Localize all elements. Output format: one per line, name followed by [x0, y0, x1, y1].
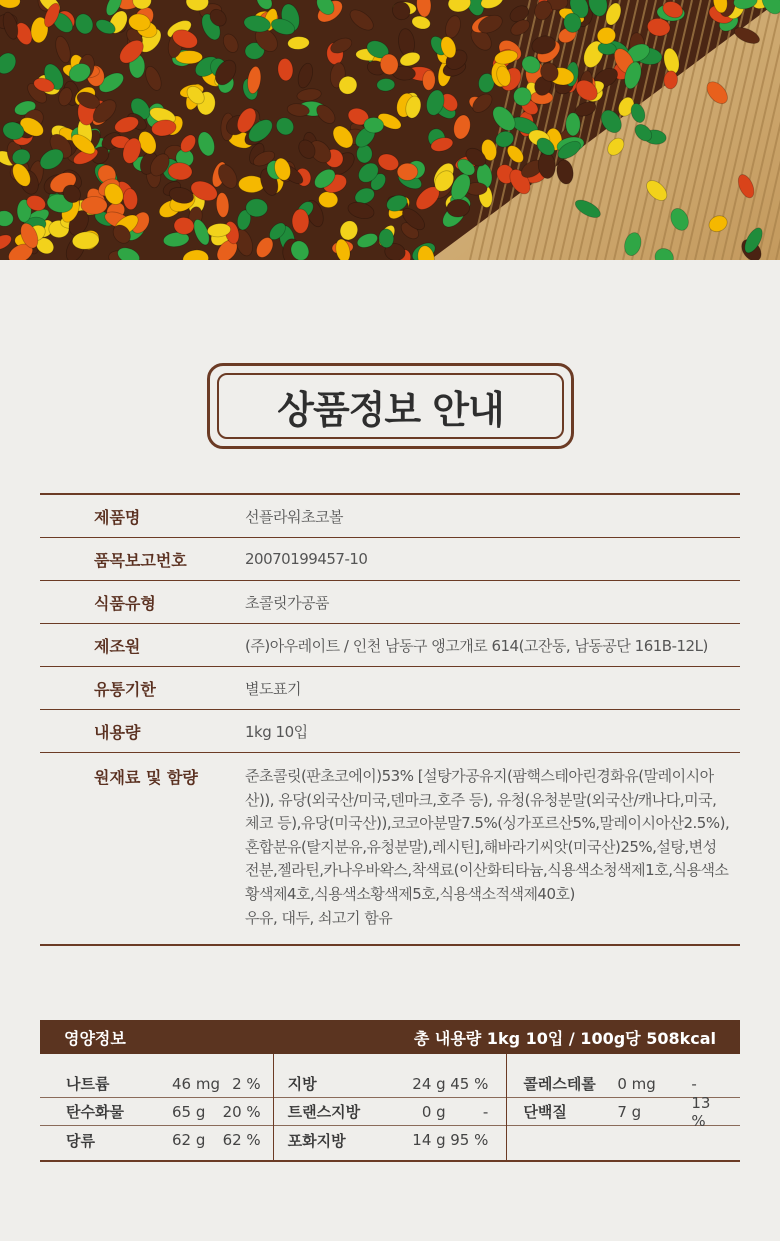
- nutrient-percent: 13 %: [691, 1093, 711, 1130]
- nutrient-name: 트랜스지방: [287, 1103, 361, 1121]
- candy-seed: [513, 87, 531, 106]
- nutrient-percent: 62 %: [222, 1131, 261, 1149]
- info-row-ingredients: [40, 753, 740, 944]
- nutrient-amount: 62 g: [172, 1131, 206, 1149]
- nutrition-row-trans-fat: [274, 1098, 507, 1126]
- info-label: 식품유형: [94, 593, 156, 613]
- nutrient-percent: 45 %: [450, 1074, 489, 1093]
- info-row-net-content: [40, 710, 740, 753]
- nutrient-amount: 0 mg: [617, 1074, 656, 1093]
- info-value: 1kg 10입: [245, 722, 308, 741]
- nutrient-name: 탄수화물: [66, 1103, 124, 1121]
- nutrient-amount: 0 g: [421, 1102, 446, 1121]
- info-label: 유통기한: [94, 679, 156, 699]
- nutrient-name: 포화지방: [287, 1131, 346, 1150]
- nutrition-table: [40, 1054, 740, 1162]
- product-info-table: [40, 493, 740, 946]
- candy-seed: [422, 70, 435, 90]
- nutrition-row-fat: [274, 1070, 507, 1098]
- nutrition-row-protein: [507, 1093, 740, 1130]
- info-value: (주)아우레이트 / 인천 남동구 앵고개로 614(고잔동, 남동공단 161B-12L): [245, 636, 708, 655]
- candy-seed: [397, 163, 418, 180]
- title-badge: [207, 363, 574, 449]
- nutrition-summary: 총 내용량 1kg 10입 / 100g당 508kcal: [413, 1028, 716, 1048]
- nutrient-percent: -: [691, 1074, 697, 1093]
- info-row-manufacturer: [40, 624, 740, 667]
- info-value: 20070199457-10: [245, 550, 368, 568]
- candy-seed: [292, 209, 309, 233]
- info-value: 별도표기: [245, 679, 301, 698]
- nutrient-percent: 2 %: [232, 1074, 261, 1093]
- info-row-food-type: [40, 581, 740, 624]
- nutrition-title: 영양정보: [64, 1028, 126, 1048]
- info-label: 내용량: [94, 722, 141, 742]
- nutrient-percent: 20 %: [222, 1102, 261, 1121]
- nutrition-row-sugars: [40, 1126, 273, 1154]
- nutrient-name: 콜레스테롤: [523, 1075, 596, 1093]
- nutrient-percent: -: [482, 1102, 489, 1121]
- nutrition-row-sodium: [40, 1070, 273, 1098]
- info-value: 선플라워초코볼: [245, 507, 343, 526]
- nutrient-percent: 95 %: [450, 1131, 489, 1149]
- nutrient-amount: 14 g: [412, 1131, 446, 1149]
- candy-seed: [566, 113, 580, 136]
- nutrient-amount: 46 mg: [172, 1074, 220, 1093]
- nutrient-name: 단백질: [523, 1103, 567, 1121]
- candy-seed: [246, 199, 268, 217]
- info-label: 원재료 및 함량: [94, 768, 198, 787]
- info-label: 제조원: [94, 636, 141, 656]
- info-row-report-number: [40, 538, 740, 581]
- nutrient-amount: 65 g: [172, 1102, 206, 1121]
- nutrition-column: [273, 1054, 507, 1160]
- info-row-expiration: [40, 667, 740, 710]
- nutrient-name: 나트륨: [66, 1075, 110, 1093]
- nutrition-row-carbohydrate: [40, 1098, 273, 1126]
- product-hero-image: [0, 0, 780, 260]
- nutrition-row-saturated-fat: [274, 1126, 507, 1154]
- info-label: 품목보고번호: [94, 550, 187, 570]
- page-title: 상품정보 안내: [277, 387, 504, 432]
- nutrient-amount: 24 g: [412, 1074, 446, 1093]
- candy-photo: [0, 0, 780, 260]
- nutrition-header: [40, 1020, 740, 1054]
- info-label: 제품명: [94, 507, 141, 527]
- ingredients-text: 준초콜릿(판초코에이)53% [설탕가공유지(팜핵스테아린경화유(말레이시아산)), 유당(외국산/미국,덴마크,호주 등), 유청(유청분말(외국산/캐나다,미국,체코 등),유당(미국산)),코코아분말7.5%(싱가포르산5%,말레이시아산2.5%),혼합분유(탈지분유,유청분말),레시틴],해바라기씨앗(미국산)25%,설탕,변성전분,젤라틴,카나우바왁스,착색료(이산화티타늄,식용색소청색제1호,식용색소황색제4호,식용색소황색제5호,식용색소적색제40호) 우유, 대두, 쇠고기 함유: [245, 767, 730, 927]
- nutrition-column: [40, 1054, 273, 1160]
- candy-seed: [356, 145, 372, 163]
- nutrient-amount: 7 g: [617, 1102, 642, 1121]
- nutrient-name: 지방: [287, 1075, 317, 1093]
- nutrient-name: 당류: [66, 1131, 95, 1150]
- nutrition-column: [506, 1054, 740, 1160]
- info-row-product-name: [40, 495, 740, 538]
- info-value: 초콜릿가공품: [245, 593, 329, 612]
